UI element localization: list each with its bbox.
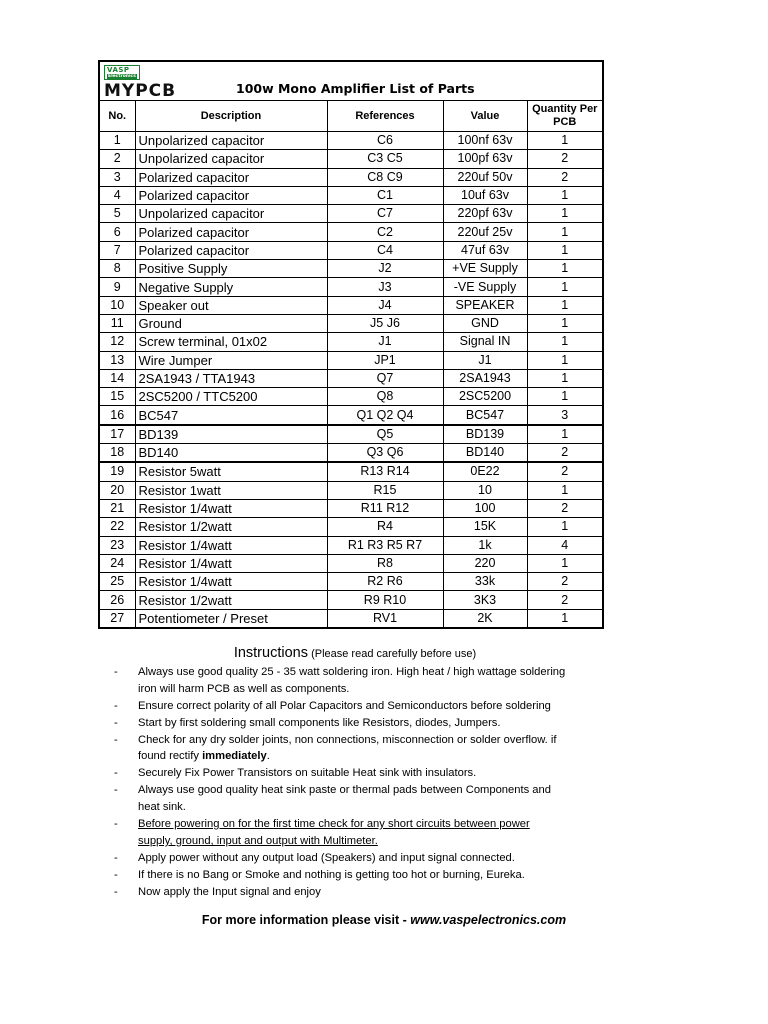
col-header-references: References	[327, 101, 443, 132]
row-references: R8	[327, 554, 443, 572]
row-description: Negative Supply	[135, 278, 327, 296]
instruction-item	[112, 698, 612, 715]
row-quantity: 1	[527, 609, 603, 628]
row-quantity: 1	[527, 205, 603, 223]
row-references: R4	[327, 518, 443, 536]
row-number: 11	[99, 314, 135, 332]
row-value: 220	[443, 554, 527, 572]
row-number: 9	[99, 278, 135, 296]
row-description: Ground	[135, 314, 327, 332]
table-row	[99, 278, 603, 296]
row-value: J1	[443, 351, 527, 369]
row-references: J3	[327, 278, 443, 296]
table-row	[99, 591, 603, 609]
row-quantity: 1	[527, 518, 603, 536]
row-value: BD139	[443, 425, 527, 444]
row-number: 23	[99, 536, 135, 554]
table-row	[99, 351, 603, 369]
table-row	[99, 425, 603, 444]
bullet: -	[114, 868, 118, 881]
table-row	[99, 481, 603, 499]
row-quantity: 1	[527, 278, 603, 296]
instructions-list	[112, 664, 612, 901]
instruction-emphasis: immediately	[202, 750, 267, 763]
instruction-text	[138, 734, 557, 763]
instructions-note: (Please read carefully before use)	[311, 648, 477, 660]
parts-sheet	[98, 60, 602, 629]
row-references: C6	[327, 132, 443, 150]
row-number: 2	[99, 150, 135, 168]
row-value: 220uf 25v	[443, 223, 527, 241]
row-description: Resistor 1/4watt	[135, 554, 327, 572]
row-quantity: 2	[527, 150, 603, 168]
row-description: Positive Supply	[135, 260, 327, 278]
bullet: -	[114, 885, 118, 898]
row-description: Unpolarized capacitor	[135, 150, 327, 168]
row-value: 220uf 50v	[443, 168, 527, 186]
col-header-quantity: Quantity Per PCB	[527, 101, 603, 132]
row-references: J2	[327, 260, 443, 278]
row-references: R15	[327, 481, 443, 499]
instruction-item	[112, 715, 612, 732]
row-number: 8	[99, 260, 135, 278]
row-quantity: 1	[527, 186, 603, 204]
row-description: Resistor 5watt	[135, 462, 327, 481]
row-description: BD139	[135, 425, 327, 444]
table-row	[99, 223, 603, 241]
table-row	[99, 333, 603, 351]
row-number: 19	[99, 462, 135, 481]
table-row	[99, 444, 603, 463]
row-description: Resistor 1/4watt	[135, 573, 327, 591]
row-number: 6	[99, 223, 135, 241]
row-description: Potentiometer / Preset	[135, 609, 327, 628]
table-row	[99, 296, 603, 314]
table-header-row	[99, 101, 603, 132]
instruction-line: Now apply the Input signal and enjoy	[138, 885, 321, 898]
table-row	[99, 241, 603, 259]
row-quantity: 1	[527, 388, 603, 406]
row-references: R11 R12	[327, 499, 443, 517]
instruction-tail: .	[266, 750, 270, 763]
row-references: R9 R10	[327, 591, 443, 609]
row-value: BC547	[443, 406, 527, 425]
row-value: 220pf 63v	[443, 205, 527, 223]
bullet: -	[114, 818, 118, 831]
row-value: 0E22	[443, 462, 527, 481]
instruction-text	[138, 784, 551, 813]
row-number: 21	[99, 499, 135, 517]
row-references: J1	[327, 333, 443, 351]
table-row	[99, 462, 603, 481]
instruction-text	[138, 717, 501, 729]
row-number: 4	[99, 186, 135, 204]
row-number: 24	[99, 554, 135, 572]
row-number: 14	[99, 369, 135, 387]
row-value: BD140	[443, 444, 527, 463]
row-description: Wire Jumper	[135, 351, 327, 369]
row-references: C1	[327, 186, 443, 204]
row-value: 10	[443, 481, 527, 499]
row-quantity: 2	[527, 444, 603, 463]
row-references: Q3 Q6	[327, 444, 443, 463]
table-row	[99, 314, 603, 332]
table-row	[99, 536, 603, 554]
row-description: Screw terminal, 01x02	[135, 333, 327, 351]
bullet: -	[114, 699, 118, 712]
row-quantity: 4	[527, 536, 603, 554]
row-description: Polarized capacitor	[135, 241, 327, 259]
row-quantity: 1	[527, 296, 603, 314]
table-row	[99, 406, 603, 425]
row-quantity: 1	[527, 369, 603, 387]
sheet-title: 100w Mono Amplifier List of Parts	[236, 81, 475, 96]
instruction-line: Before powering on for the first time check for any short circuits between power	[138, 818, 530, 831]
table-row	[99, 388, 603, 406]
instruction-text	[138, 818, 530, 847]
col-header-value: Value	[443, 101, 527, 132]
row-references: C2	[327, 223, 443, 241]
row-references: R1 R3 R5 R7	[327, 536, 443, 554]
logo-badge: VASP Electronics	[104, 65, 140, 80]
row-value: 3K3	[443, 591, 527, 609]
row-number: 15	[99, 388, 135, 406]
instruction-line: Apply power without any output load (Speakers) and input signal connected.	[138, 851, 515, 864]
row-number: 12	[99, 333, 135, 351]
row-references: C8 C9	[327, 168, 443, 186]
instruction-item	[112, 782, 612, 816]
row-quantity: 1	[527, 425, 603, 444]
table-row	[99, 260, 603, 278]
instruction-text	[138, 852, 515, 864]
row-value: +VE Supply	[443, 260, 527, 278]
row-description: BC547	[135, 406, 327, 425]
instruction-item	[112, 867, 612, 884]
instruction-line: found rectify	[138, 750, 203, 763]
row-references: Q5	[327, 425, 443, 444]
row-number: 22	[99, 518, 135, 536]
parts-table	[98, 60, 604, 629]
row-quantity: 2	[527, 462, 603, 481]
instruction-line: Always use good quality 25 - 35 watt soldering iron. High heat / high wattage soldering	[138, 665, 566, 678]
table-row	[99, 518, 603, 536]
bullet: -	[114, 784, 118, 797]
row-references: C3 C5	[327, 150, 443, 168]
row-number: 17	[99, 425, 135, 444]
row-references: Q1 Q2 Q4	[327, 406, 443, 425]
table-row	[99, 369, 603, 387]
row-quantity: 1	[527, 351, 603, 369]
row-value: 47uf 63v	[443, 241, 527, 259]
instruction-line: iron will harm PCB as well as components.	[138, 682, 350, 695]
row-quantity: 1	[527, 132, 603, 150]
row-number: 7	[99, 241, 135, 259]
row-number: 26	[99, 591, 135, 609]
row-description: Resistor 1watt	[135, 481, 327, 499]
instruction-item	[112, 884, 612, 901]
row-description: Unpolarized capacitor	[135, 132, 327, 150]
footer-text: For more information please visit -	[201, 913, 411, 927]
row-number: 5	[99, 205, 135, 223]
row-number: 20	[99, 481, 135, 499]
bullet: -	[114, 767, 118, 780]
row-value: 2SA1943	[443, 369, 527, 387]
row-description: Polarized capacitor	[135, 168, 327, 186]
row-number: 13	[99, 351, 135, 369]
footer	[0, 913, 768, 927]
row-quantity: 2	[527, 499, 603, 517]
instruction-line: supply, ground, input and output with Multimeter.	[138, 834, 378, 847]
row-references: J5 J6	[327, 314, 443, 332]
instruction-line: Check for any dry solder joints, non connections, misconnection or solder overflow. if	[138, 733, 557, 746]
row-description: Speaker out	[135, 296, 327, 314]
row-quantity: 3	[527, 406, 603, 425]
row-description: BD140	[135, 444, 327, 463]
row-value: 2SC5200	[443, 388, 527, 406]
row-value: 2K	[443, 609, 527, 628]
table-row	[99, 499, 603, 517]
row-value: 1k	[443, 536, 527, 554]
row-description: Resistor 1/4watt	[135, 499, 327, 517]
row-value: Signal IN	[443, 333, 527, 351]
row-number: 25	[99, 573, 135, 591]
row-description: Resistor 1/4watt	[135, 536, 327, 554]
table-row	[99, 205, 603, 223]
table-row	[99, 609, 603, 628]
row-quantity: 1	[527, 260, 603, 278]
row-references: Q8	[327, 388, 443, 406]
row-number: 27	[99, 609, 135, 628]
table-row	[99, 168, 603, 186]
row-description: 2SA1943 / TTA1943	[135, 369, 327, 387]
instruction-item	[112, 850, 612, 867]
bullet: -	[114, 716, 118, 729]
table-row	[99, 132, 603, 150]
table-row	[99, 573, 603, 591]
row-quantity: 1	[527, 554, 603, 572]
row-references: R2 R6	[327, 573, 443, 591]
row-quantity: 1	[527, 314, 603, 332]
row-description: Polarized capacitor	[135, 186, 327, 204]
row-references: C7	[327, 205, 443, 223]
col-header-description: Description	[135, 101, 327, 132]
row-quantity: 2	[527, 591, 603, 609]
col-header-no: No.	[99, 101, 135, 132]
bullet: -	[114, 851, 118, 864]
vasp-logo	[104, 65, 194, 100]
row-value: GND	[443, 314, 527, 332]
row-number: 10	[99, 296, 135, 314]
instructions-section	[112, 645, 612, 901]
table-row	[99, 186, 603, 204]
row-number: 3	[99, 168, 135, 186]
instruction-text	[138, 767, 476, 779]
instruction-line: Always use good quality heat sink paste or thermal pads between Components and	[138, 784, 551, 797]
row-quantity: 1	[527, 481, 603, 499]
row-quantity: 1	[527, 241, 603, 259]
table-row	[99, 150, 603, 168]
instruction-item	[112, 664, 612, 698]
row-references: C4	[327, 241, 443, 259]
instructions-title: Instructions	[233, 645, 308, 661]
row-value: 15K	[443, 518, 527, 536]
bullet: -	[114, 733, 118, 746]
instruction-text	[138, 886, 321, 898]
row-value: 100nf 63v	[443, 132, 527, 150]
instruction-line: If there is no Bang or Smoke and nothing is getting too hot or burning, Eureka.	[138, 868, 525, 881]
logo-wordmark: MYPCB	[104, 81, 177, 101]
row-quantity: 1	[527, 223, 603, 241]
row-description: 2SC5200 / TTC5200	[135, 388, 327, 406]
row-number: 18	[99, 444, 135, 463]
row-description: Resistor 1/2watt	[135, 591, 327, 609]
instruction-text	[138, 700, 551, 712]
row-quantity: 2	[527, 168, 603, 186]
row-quantity: 1	[527, 333, 603, 351]
instructions-heading	[98, 645, 612, 663]
bullet: -	[114, 665, 118, 678]
instruction-item	[112, 816, 612, 850]
row-description: Unpolarized capacitor	[135, 205, 327, 223]
row-value: SPEAKER	[443, 296, 527, 314]
row-value: 10uf 63v	[443, 186, 527, 204]
row-value: 100pf 63v	[443, 150, 527, 168]
instruction-text	[138, 666, 565, 695]
row-value: -VE Supply	[443, 278, 527, 296]
row-references: R13 R14	[327, 462, 443, 481]
title-row	[99, 61, 603, 101]
footer-link[interactable]: www.vaspelectronics.com	[410, 913, 567, 927]
row-quantity: 2	[527, 573, 603, 591]
row-value: 100	[443, 499, 527, 517]
row-description: Polarized capacitor	[135, 223, 327, 241]
instruction-item	[112, 732, 612, 766]
row-references: JP1	[327, 351, 443, 369]
instruction-line: Securely Fix Power Transistors on suitable Heat sink with insulators.	[138, 767, 477, 780]
instruction-text	[138, 869, 525, 881]
row-references: J4	[327, 296, 443, 314]
row-number: 1	[99, 132, 135, 150]
row-number: 16	[99, 406, 135, 425]
table-row	[99, 554, 603, 572]
instruction-line: heat sink.	[138, 801, 186, 814]
instruction-item	[112, 765, 612, 782]
instruction-line: Start by first soldering small components like Resistors, diodes, Jumpers.	[138, 716, 501, 729]
row-references: RV1	[327, 609, 443, 628]
row-value: 33k	[443, 573, 527, 591]
row-references: Q7	[327, 369, 443, 387]
row-description: Resistor 1/2watt	[135, 518, 327, 536]
instruction-line: Ensure correct polarity of all Polar Capacitors and Semiconductors before soldering	[138, 699, 551, 712]
